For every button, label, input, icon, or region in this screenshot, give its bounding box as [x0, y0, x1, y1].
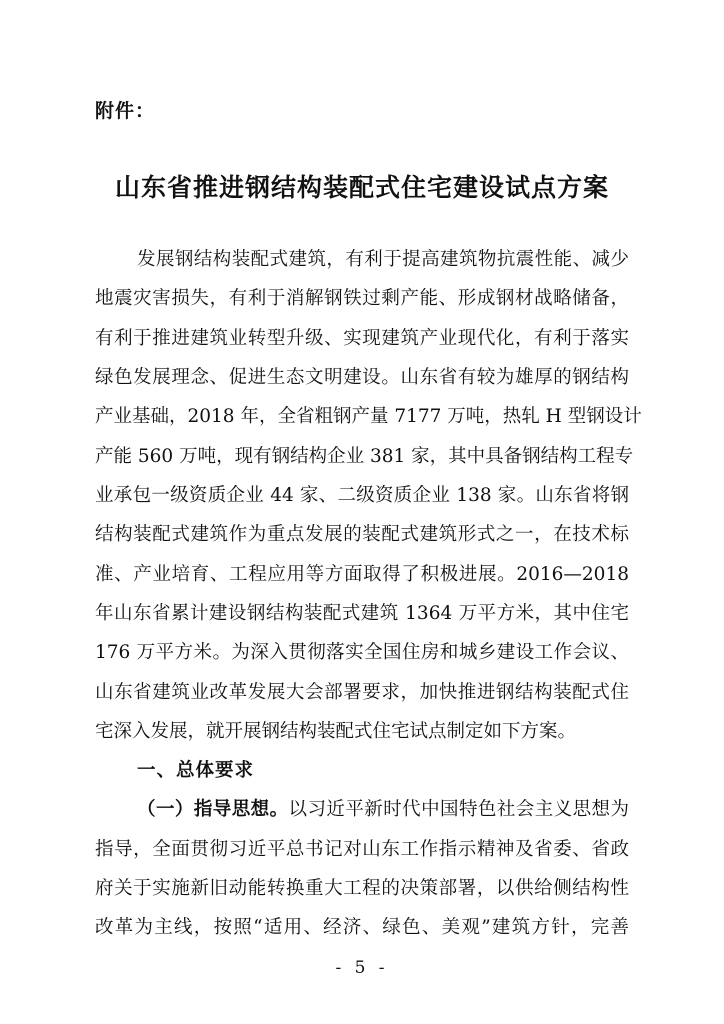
paragraph-line: 产业基础，2018 年，全省粗钢产量 7177 万吨，热轧 H 型钢设计 [95, 406, 642, 427]
paragraph-line: 有利于推进建筑业转型升级、实现建筑产业现代化，有利于落实 [95, 328, 629, 349]
subsection-first-line [137, 798, 629, 822]
paragraph-line: 宅深入发展，就开展钢结构装配式住宅试点制定如下方案。 [95, 721, 577, 742]
page-number: - 5 - [335, 958, 389, 978]
paragraph-line: 准、产业培育、工程应用等方面取得了积极进展。2016—2018 [95, 564, 629, 585]
paragraph-line: 改革为主线，按照“适用、经济、绿色、美观”建筑方针，完善 [95, 917, 629, 938]
paragraph-line: 176 万平方米。为深入贯彻落实全国住房和城乡建设工作会议、 [95, 642, 629, 663]
paragraph-line: 府关于实施新旧动能转换重大工程的决策部署，以供给侧结构性 [95, 878, 629, 899]
attachment-label: 附件： [95, 100, 156, 122]
paragraph-line: 山东省建筑业改革发展大会部署要求，加快推进钢结构装配式住 [95, 682, 629, 703]
subsection-label: （一）指导思想。 [137, 799, 289, 820]
paragraph-line: 结构装配式建筑作为重点发展的装配式建筑形式之一，在技术标 [95, 524, 629, 545]
paragraph-line: 产能 560 万吨，现有钢结构企业 381 家，其中具备钢结构工程专 [95, 446, 634, 467]
paragraph-line: 绿色发展理念、促进生态文明建设。山东省有较为雄厚的钢结构 [95, 367, 629, 388]
paragraph-line: 业承包一级资质企业 44 家、二级资质企业 138 家。山东省将钢 [95, 485, 629, 506]
paragraph-line: 年山东省累计建设钢结构装配式建筑 1364 万平方米，其中住宅 [95, 603, 629, 624]
section-heading: 一、总体要求 [137, 760, 255, 781]
paragraph-line: 指导，全面贯彻习近平总书记对山东工作指示精神及省委、省政 [95, 839, 629, 860]
paragraph-line: 地震灾害损失，有利于消解钢铁过剩产能、形成钢材战略储备， [95, 288, 629, 309]
document-title: 山东省推进钢结构装配式住宅建设试点方案 [114, 173, 609, 202]
paragraph-line: 发展钢结构装配式建筑，有利于提高建筑物抗震性能、减少 [137, 249, 629, 270]
subsection-first-line-text: 以习近平新时代中国特色社会主义思想为 [288, 799, 629, 820]
